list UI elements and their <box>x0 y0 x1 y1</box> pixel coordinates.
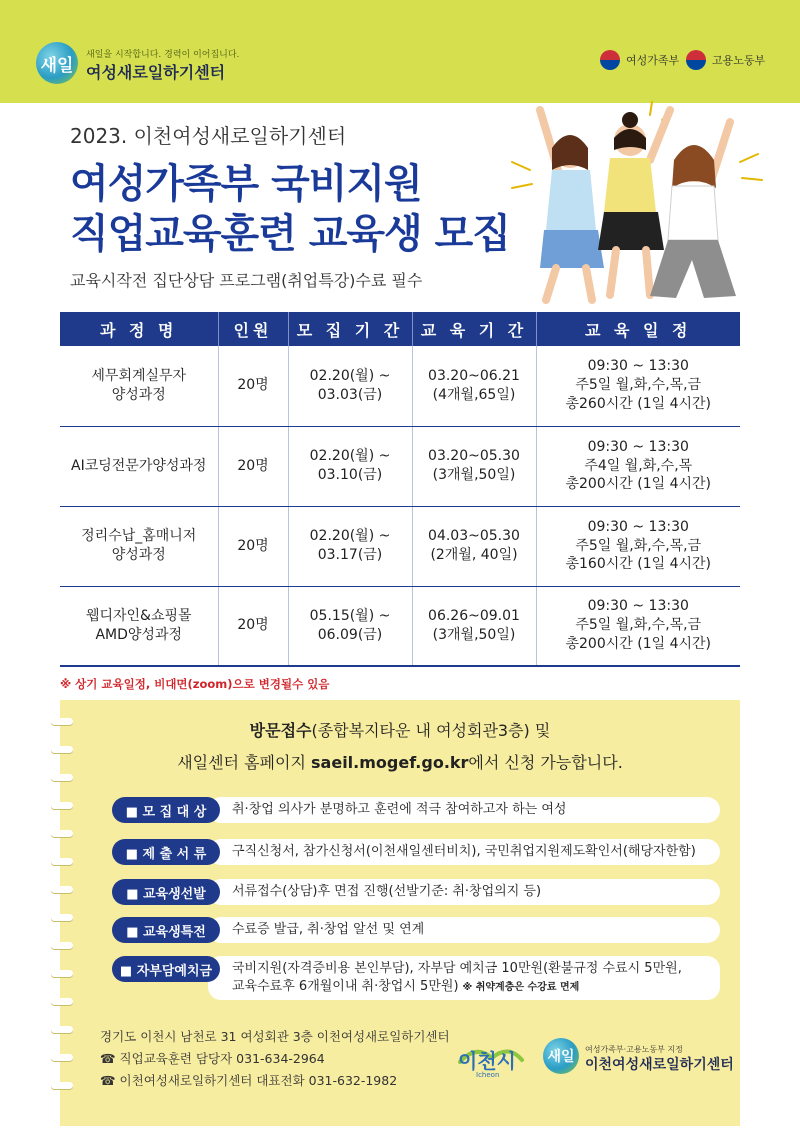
footer-address: 경기도 이천시 남천로 31 여성회관 3층 이천여성새로일하기센터 <box>100 1029 450 1044</box>
period-cell: 03.20~06.21 (4개월,65일) <box>412 346 536 426</box>
deposit-small-note: ※ 취약계층은 수강료 면제 <box>462 982 580 994</box>
logo-tagline: 새일을 시작합니다. 경력이 이어집니다. <box>86 50 240 60</box>
info-row-selection <box>112 879 720 905</box>
taegeuk-icon <box>600 50 620 70</box>
binder-ring <box>51 886 73 893</box>
info-label: ■ 제 출 서 류 <box>112 839 220 865</box>
footer-phone-2: ☎ 이천여성새로일하기센터 대표전화 031-632-1982 <box>100 1073 398 1088</box>
course-name-cell: AI코딩전문가양성과정 <box>60 426 218 506</box>
ministry-labor-label: 고용노동부 <box>712 54 766 67</box>
course-table <box>60 312 740 667</box>
table-row <box>60 346 740 426</box>
people-cell: 20명 <box>218 346 288 426</box>
course-name-cell: 정리수납_홈매니저 양성과정 <box>60 506 218 586</box>
period-cell: 06.26~09.01 (3개월,50일) <box>412 586 536 666</box>
schedule-cell: 09:30 ~ 13:30 주5일 월,화,수,목,금 총200시간 (1일 4시간) <box>536 586 740 666</box>
apply-line-1 <box>60 718 740 741</box>
women-illustration <box>500 100 770 305</box>
course-name-cell: 웹디자인&쇼핑몰 AMD양성과정 <box>60 586 218 666</box>
col-header-people: 인원 <box>218 312 288 346</box>
people-cell: 20명 <box>218 506 288 586</box>
info-row-deposit <box>112 956 720 995</box>
saeil-logo-icon: 새일 <box>36 42 78 84</box>
taegeuk-icon <box>686 50 706 70</box>
info-label: ■ 모 집 대 상 <box>112 797 220 823</box>
main-title-line2: 직업교육훈련 교육생 모집 <box>70 211 510 257</box>
main-title-line1: 여성가족부 국비지원 <box>70 161 422 207</box>
info-value: 수료증 발급, 취·창업 알선 및 연계 <box>208 917 720 943</box>
apply-visit-bold: 방문접수 <box>249 721 312 740</box>
info-label: ■ 교육생선발 <box>112 879 220 905</box>
apply-web-pre: 새일센터 홈페이지 <box>177 753 312 772</box>
info-row-documents <box>112 839 720 865</box>
footer-phone-1: ☎ 직업교육훈련 담당자 031-634-2964 <box>100 1051 325 1066</box>
people-cell: 20명 <box>218 426 288 506</box>
col-header-course: 과 정 명 <box>60 312 218 346</box>
recruit-cell: 02.20(월) ~ 03.03(금) <box>288 346 412 426</box>
recruit-cell: 02.20(월) ~ 03.17(금) <box>288 506 412 586</box>
binder-ring <box>51 830 73 837</box>
info-value: 서류접수(상담)후 면접 진행(선발기준: 취·창업의지 등) <box>208 879 720 905</box>
binder-ring <box>51 1026 73 1033</box>
binder-ring <box>51 858 73 865</box>
saeil-logo-icon: 새일 <box>543 1038 579 1074</box>
col-header-period: 교 육 기 간 <box>412 312 536 346</box>
binder-ring <box>51 914 73 921</box>
footer-center-name: 이천여성새로일하기센터 <box>585 1057 734 1073</box>
apply-line-2 <box>60 750 740 773</box>
binder-ring <box>51 998 73 1005</box>
info-row-target <box>112 797 720 823</box>
table-row <box>60 426 740 506</box>
recruit-cell: 02.20(월) ~ 03.10(금) <box>288 426 412 506</box>
apply-web-post: 에서 신청 가능합니다. <box>468 753 623 772</box>
table-row <box>60 506 740 586</box>
icheon-logo-sub: Icheon <box>476 1071 500 1079</box>
recruit-cell: 05.15(월) ~ 06.09(금) <box>288 586 412 666</box>
col-header-recruit: 모 집 기 간 <box>288 312 412 346</box>
info-value: 구직신청서, 참가신청서(이천새일센터비치), 국민취업지원제도확인서(해당자한함) <box>208 839 720 865</box>
info-value <box>208 956 720 1000</box>
table-header-row <box>60 312 740 346</box>
icheon-logo-text: 이천시 <box>458 1049 516 1073</box>
binder-ring <box>51 970 73 977</box>
binder-ring <box>51 774 73 781</box>
year-line: 2023. 이천여성새로일하기센터 <box>70 124 347 148</box>
info-row-benefits <box>112 917 720 943</box>
center-name: 여성새로일하기센터 <box>86 63 226 82</box>
info-label: ■ 자부담예치금 <box>112 956 220 982</box>
apply-visit-rest: (종합복지타운 내 여성회관3층) 및 <box>311 721 551 740</box>
info-label: ■ 교육생특전 <box>112 917 220 943</box>
notice-line: 교육시작전 집단상담 프로그램(취업특강)수료 필수 <box>70 271 423 290</box>
people-cell: 20명 <box>218 586 288 666</box>
apply-web-url[interactable]: saeil.mogef.go.kr <box>311 753 469 772</box>
footer-designation: 여성가족부·고용노동부 지정 <box>585 1045 683 1054</box>
ministry-gender <box>600 50 679 70</box>
ministry-gender-label: 여성가족부 <box>626 54 680 67</box>
period-cell: 03.20~05.30 (3개월,50일) <box>412 426 536 506</box>
col-header-schedule: 교 육 일 정 <box>536 312 740 346</box>
table-row <box>60 586 740 666</box>
binder-ring <box>51 802 73 809</box>
binder-ring <box>51 942 73 949</box>
ministry-labor <box>686 50 765 70</box>
schedule-cell: 09:30 ~ 13:30 주4일 월,화,수,목 총200시간 (1일 4시간) <box>536 426 740 506</box>
deposit-line-2: 교육수료후 6개월이내 취·창업시 5만원) ※ 취약계층은 수강료 면제 <box>232 979 580 995</box>
schedule-cell: 09:30 ~ 13:30 주5일 월,화,수,목,금 총260시간 (1일 4시간) <box>536 346 740 426</box>
period-cell: 04.03~05.30 (2개월, 40일) <box>412 506 536 586</box>
deposit-line-1: 국비지원(자격증비용 본인부담), 자부담 예치금 10만원(환불규정 수료시 5만원, <box>232 961 682 976</box>
binder-ring <box>51 1082 73 1089</box>
course-name-cell: 세무회계실무자 양성과정 <box>60 346 218 426</box>
info-value: 취·창업 의사가 분명하고 훈련에 적극 참여하고자 하는 여성 <box>208 797 720 823</box>
binder-ring <box>51 1054 73 1061</box>
schedule-cell: 09:30 ~ 13:30 주5일 월,화,수,목,금 총160시간 (1일 4시간) <box>536 506 740 586</box>
table-note: ※ 상기 교육일정, 비대면(zoom)으로 변경될수 있음 <box>60 677 330 691</box>
